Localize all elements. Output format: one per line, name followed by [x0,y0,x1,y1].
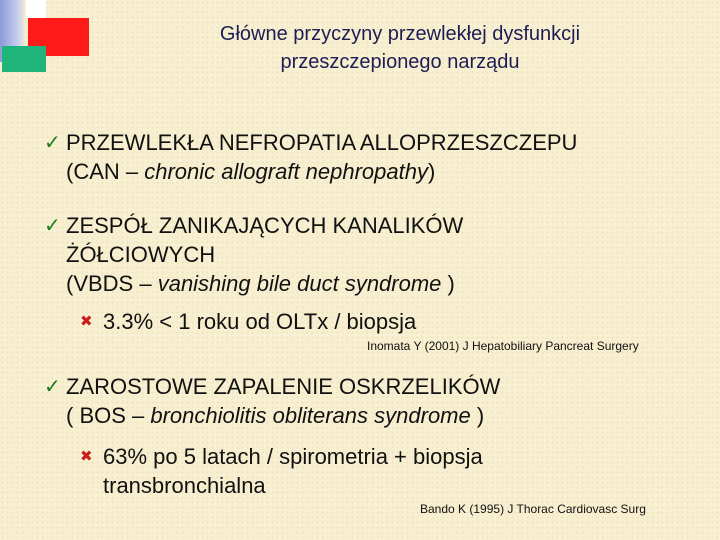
title-line-1: Główne przyczyny przewlekłej dysfunkcji [219,23,581,45]
sub-item-vbds-detail [80,307,417,336]
detail-text: 3.3% < 1 roku od OLTx / biopsja [103,309,417,334]
decorative-white-square [26,0,46,18]
detail-text-line-2: transbronchialna [103,473,266,498]
cross-bullet-icon: ✖ [80,447,93,465]
bullet-item-can [44,128,578,186]
item-heading: ZAROSTOWE ZAPALENIE OSKRZELIKÓW [66,374,501,399]
item-abbreviation: (CAN – chronic allograft nephropathy) [66,159,436,184]
slide-title [150,20,650,76]
checkmark-icon: ✓ [44,213,61,237]
sub-item-bos-detail [80,442,483,500]
bullet-item-vbds [44,211,464,298]
reference-inomata: Inomata Y (2001) J Hepatobiliary Pancreat Surgery [367,339,639,353]
item-heading-line-2: ŻÓŁCIOWYCH [66,242,216,267]
detail-text-line-1: 63% po 5 latach / spirometria + biopsja [103,444,483,469]
title-line-2: przeszczepionego narządu [280,51,520,73]
item-heading-line-1: ZESPÓŁ ZANIKAJĄCYCH KANALIKÓW [66,213,464,238]
item-abbreviation: (VBDS – vanishing bile duct syndrome ) [66,271,455,296]
checkmark-icon: ✓ [44,130,61,154]
item-abbreviation: ( BOS – bronchiolitis obliterans syndrome ) [66,403,485,428]
bullet-item-bos [44,372,501,430]
item-heading: PRZEWLEKŁA NEFROPATIA ALLOPRZESZCZEPU [66,130,578,155]
checkmark-icon: ✓ [44,374,61,398]
decorative-green-square [2,46,46,72]
cross-bullet-icon: ✖ [80,312,93,330]
reference-bando: Bando K (1995) J Thorac Cardiovasc Surg [420,502,646,516]
